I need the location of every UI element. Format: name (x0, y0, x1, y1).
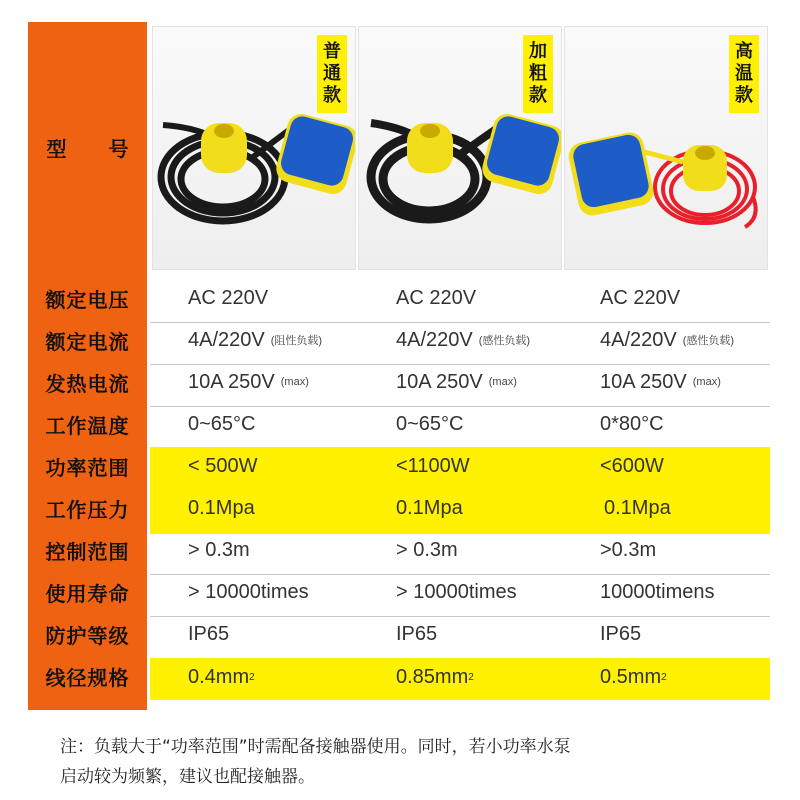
spec-value: 4A/220V (阻性负载) (188, 328, 323, 351)
spec-value: 0~65°C (188, 412, 256, 435)
spec-label-service-life: 使用寿命 (45, 581, 130, 606)
spec-label-wire-gauge: 线径规格 (45, 665, 130, 690)
load-type-note: (阻性负载) (270, 335, 323, 347)
max-note: (max) (488, 376, 517, 388)
model-label-char-2: 号 (108, 136, 129, 161)
spec-value: 10000timens (600, 580, 715, 603)
spec-value: IP65 (188, 622, 230, 645)
spec-value: 0*80°C (600, 412, 664, 435)
max-note: (max) (692, 376, 721, 388)
spec-value: AC 220V (396, 286, 477, 309)
spec-value: 10A 250V (max) (600, 370, 721, 393)
footnote-line-2: 启动较为频繁，建议也配接触器。 (60, 767, 315, 787)
spec-value: > 10000times (188, 580, 309, 603)
spec-label-rated-voltage: 额定电压 (45, 287, 130, 312)
product-image-standard (152, 26, 356, 270)
product-tag-high-temp: 高 温 款 (729, 35, 759, 113)
model-label-char-1: 型 (46, 136, 67, 161)
spec-value: 0.1Mpa (604, 496, 671, 519)
spec-label-working-temp: 工作温度 (45, 413, 130, 438)
spec-value: 10A 250V (max) (396, 370, 517, 393)
spec-value: 4A/220V (感性负载) (396, 328, 531, 351)
model-label (28, 125, 147, 169)
spec-value: >0.3m (600, 538, 657, 561)
spec-value: < 500W (188, 454, 258, 477)
spec-value: 0.4mm 2 (188, 665, 255, 688)
footnote-line-1: 注：负载大于“功率范围”时需配备接触器使用。同时，若小功率水泵 (60, 737, 571, 757)
spec-value: <600W (600, 454, 664, 477)
spec-label-working-pressure: 工作压力 (45, 497, 130, 522)
spec-value: 4A/220V (感性负载) (600, 328, 735, 351)
spec-value: AC 220V (600, 286, 681, 309)
load-type-note: (感性负载) (478, 335, 531, 347)
spec-label-heating-current: 发热电流 (45, 371, 130, 396)
spec-value: 0.85mm 2 (396, 665, 474, 688)
spec-label-power-range: 功率范围 (45, 455, 130, 480)
product-image-high-temp (564, 26, 768, 270)
spec-value: AC 220V (188, 286, 269, 309)
footnote (60, 732, 780, 792)
spec-value: IP65 (396, 622, 438, 645)
product-tag-thick: 加 粗 款 (523, 35, 553, 113)
spec-value: 0.5mm 2 (600, 665, 667, 688)
spec-value: > 10000times (396, 580, 517, 603)
spec-label-control-range: 控制范围 (45, 539, 130, 564)
load-type-note: (感性负载) (682, 335, 735, 347)
spec-value: IP65 (600, 622, 642, 645)
spec-value: 0.1Mpa (188, 496, 255, 519)
spec-label-rated-current: 额定电流 (45, 329, 130, 354)
row-divider (150, 616, 770, 617)
spec-value: <1100W (396, 454, 470, 477)
max-note: (max) (280, 376, 309, 388)
spec-value: 10A 250V (max) (188, 370, 309, 393)
spec-value: > 0.3m (396, 538, 458, 561)
product-tag-standard: 普 通 款 (317, 35, 347, 113)
product-image-thick (358, 26, 562, 270)
spec-value: 0~65°C (396, 412, 464, 435)
spec-value: > 0.3m (188, 538, 250, 561)
spec-label-protection-class: 防护等级 (45, 623, 130, 648)
spec-value: 0.1Mpa (396, 496, 463, 519)
